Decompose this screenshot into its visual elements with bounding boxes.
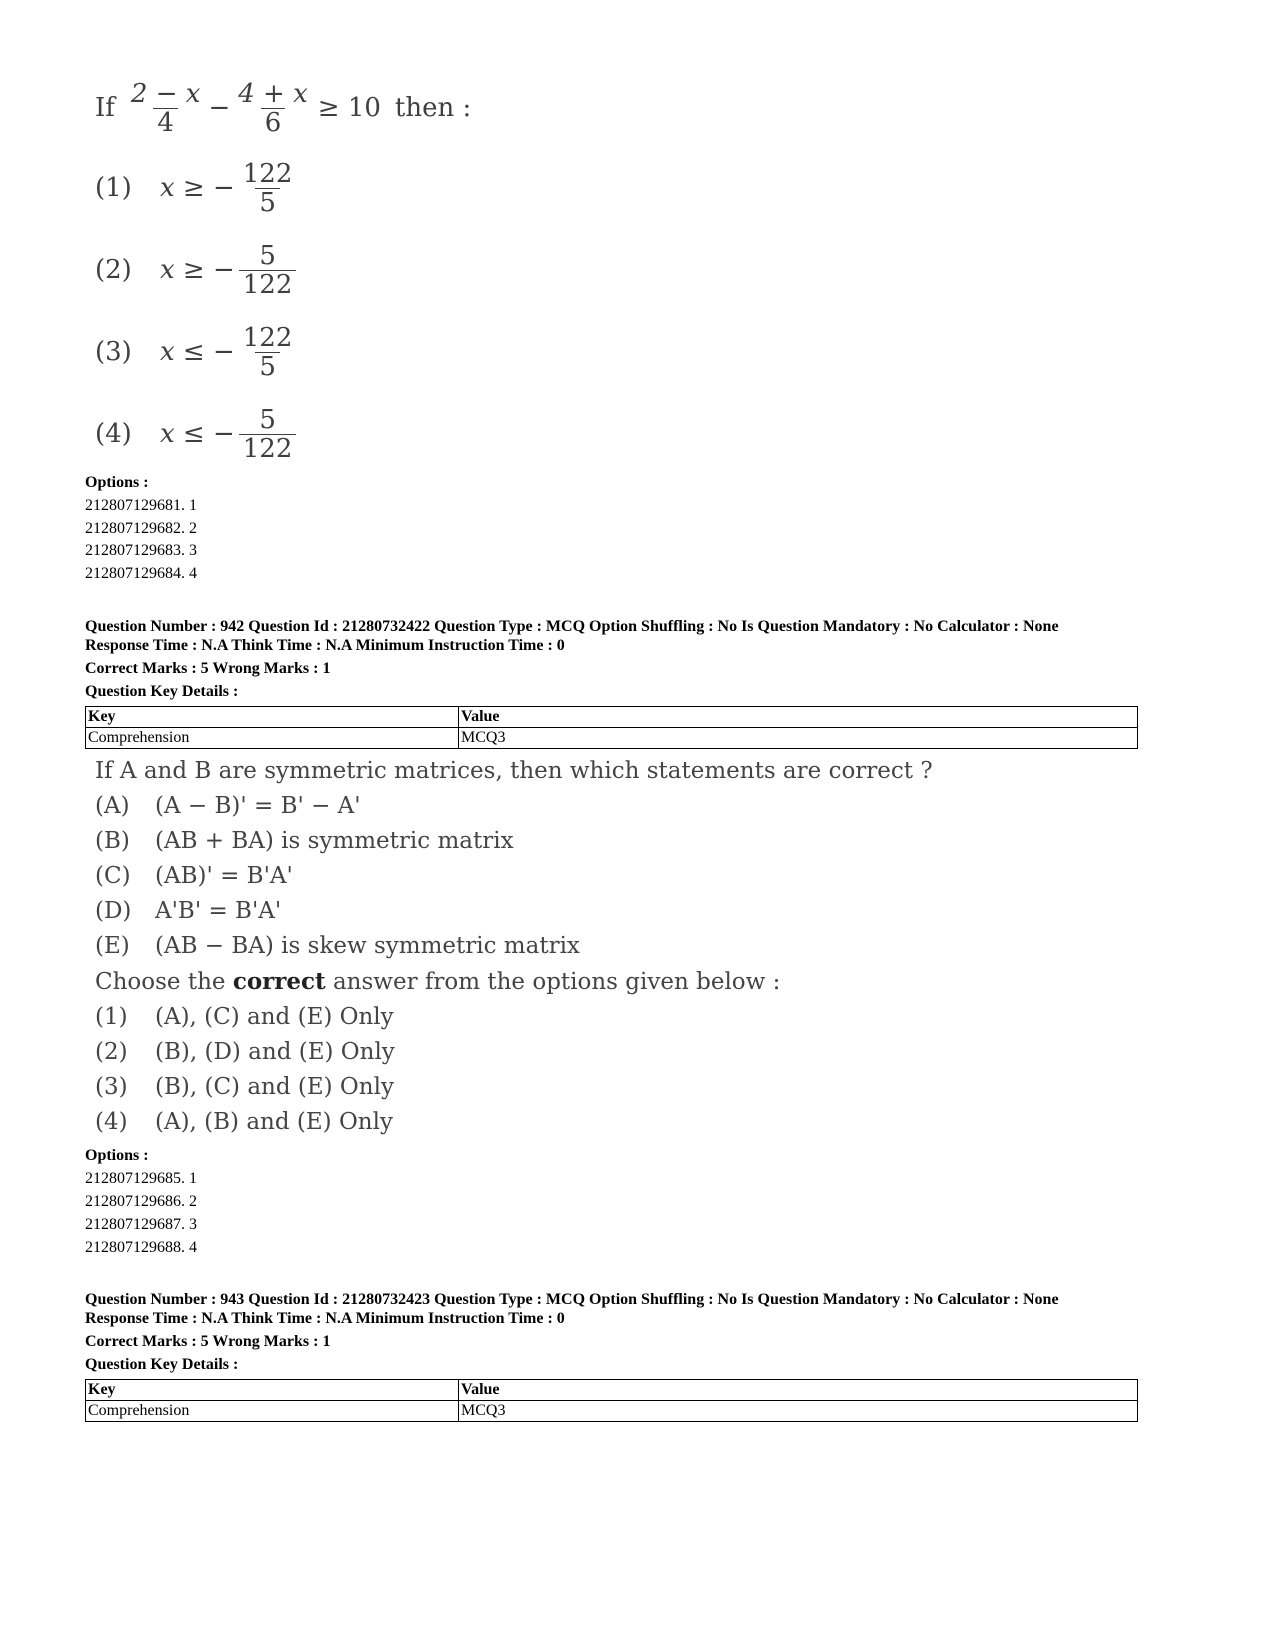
choice-frac-den: 122 [239, 434, 297, 463]
choice-number: (1) [95, 173, 132, 203]
fraction-2-denominator: 6 [261, 108, 286, 137]
options-label: Options : [85, 1147, 149, 1164]
table-header-row [86, 1380, 1138, 1401]
table-row [86, 1401, 1138, 1422]
table-header-value: Value [459, 707, 1138, 728]
fraction-1-denominator: 4 [153, 108, 178, 137]
option-id: 212807129683. 3 [85, 542, 197, 559]
choice-fraction [239, 324, 297, 381]
inequality-question [95, 78, 471, 138]
statement-text: (AB − BA) is skew symmetric matrix [155, 933, 580, 959]
fraction-2-numerator: 4 + x [238, 78, 308, 109]
key-details-table [85, 706, 1138, 749]
question-meta-line: Question Number : 943 Question Id : 21280732423 Question Type : MCQ Option Shuffling : No Is Question Mandatory : No Calculator : None [85, 1291, 1059, 1308]
if-word: If [95, 93, 115, 123]
choice-frac-num: 122 [242, 322, 293, 353]
table-header-value: Value [459, 1380, 1138, 1401]
marks-line: Correct Marks : 5 Wrong Marks : 1 [85, 1333, 331, 1350]
choice-lhs: x ≤ − [160, 337, 235, 367]
answer-label: (4) [95, 1109, 128, 1135]
choice-1 [95, 148, 300, 228]
choice-fraction [239, 406, 297, 463]
question-time-line: Response Time : N.A Think Time : N.A Minimum Instruction Time : 0 [85, 637, 565, 654]
choice-expression [160, 324, 300, 381]
statement-label: (C) [95, 863, 131, 889]
table-cell-value: MCQ3 [459, 1401, 1138, 1422]
choice-lhs: x ≥ − [160, 255, 235, 285]
choice-lhs: x ≥ − [160, 173, 235, 203]
table-cell-key: Comprehension [86, 1401, 459, 1422]
statement-a [95, 793, 361, 819]
statement-text: A'B' = B'A' [155, 898, 282, 924]
choice-frac-den: 5 [255, 188, 280, 217]
option-id: 212807129688. 4 [85, 1239, 197, 1256]
choice-3 [95, 312, 300, 392]
then-word: then : [394, 93, 472, 123]
marks-line: Correct Marks : 5 Wrong Marks : 1 [85, 660, 331, 677]
statement-d [95, 898, 281, 924]
fraction-2 [234, 80, 312, 137]
choice-fraction [239, 242, 297, 299]
question-943-meta [85, 1290, 1185, 1328]
choose-pre: Choose the [95, 969, 233, 995]
answer-3 [95, 1074, 394, 1100]
table-header-key: Key [86, 707, 459, 728]
answer-text: (A), (B) and (E) Only [155, 1109, 393, 1135]
question-meta-line: Question Number : 942 Question Id : 21280732422 Question Type : MCQ Option Shuffling : No Is Question Mandatory : No Calculator : None [85, 618, 1059, 635]
table-header-key: Key [86, 1380, 459, 1401]
answer-label: (3) [95, 1074, 128, 1100]
table-cell-key: Comprehension [86, 728, 459, 749]
table-row [86, 728, 1138, 749]
choice-expression [160, 242, 300, 299]
question-942-meta [85, 617, 1185, 655]
choice-fraction [239, 160, 297, 217]
choice-number: (2) [95, 255, 132, 285]
table-cell-value: MCQ3 [459, 728, 1138, 749]
table-header-row [86, 707, 1138, 728]
choose-bold: correct [232, 968, 326, 995]
option-id: 212807129687. 3 [85, 1216, 197, 1233]
choice-frac-num: 122 [242, 158, 293, 189]
statement-label: (A) [95, 793, 130, 819]
choice-number: (3) [95, 337, 132, 367]
statement-text: (AB)' = B'A' [155, 863, 293, 889]
question-942-text: If A and B are symmetric matrices, then which statements are correct ? [95, 758, 933, 784]
statement-text: (AB + BA) is symmetric matrix [155, 828, 514, 854]
choice-frac-den: 122 [239, 270, 297, 299]
fraction-1 [127, 80, 205, 137]
key-details-table [85, 1379, 1138, 1422]
choice-frac-num: 5 [259, 240, 276, 271]
answer-text: (A), (C) and (E) Only [155, 1004, 394, 1030]
statement-label: (B) [95, 828, 130, 854]
question-time-line: Response Time : N.A Think Time : N.A Minimum Instruction Time : 0 [85, 1310, 565, 1327]
choice-number: (4) [95, 419, 132, 449]
statement-e [95, 933, 580, 959]
relation: ≥ 10 [317, 93, 381, 123]
statement-c [95, 863, 293, 889]
statement-text: (A − B)' = B' − A' [155, 793, 361, 819]
key-details-label: Question Key Details : [85, 1356, 239, 1373]
answer-text: (B), (C) and (E) Only [155, 1074, 394, 1100]
minus-sign: − [208, 93, 231, 123]
answer-4 [95, 1109, 393, 1135]
option-id: 212807129684. 4 [85, 565, 197, 582]
choice-expression [160, 406, 300, 463]
answer-text: (B), (D) and (E) Only [155, 1039, 395, 1065]
choice-frac-num: 5 [259, 404, 276, 435]
options-label: Options : [85, 474, 149, 491]
choice-4 [95, 394, 300, 474]
choice-2 [95, 230, 300, 310]
choose-instruction [95, 968, 780, 995]
answer-2 [95, 1039, 395, 1065]
option-id: 212807129685. 1 [85, 1170, 197, 1187]
choose-post: answer from the options given below : [325, 969, 781, 995]
choice-expression [160, 160, 300, 217]
choice-lhs: x ≤ − [160, 419, 235, 449]
answer-label: (2) [95, 1039, 128, 1065]
option-id: 212807129681. 1 [85, 497, 197, 514]
key-details-label: Question Key Details : [85, 683, 239, 700]
option-id: 212807129686. 2 [85, 1193, 197, 1210]
statement-label: (D) [95, 898, 132, 924]
fraction-1-numerator: 2 − x [130, 78, 201, 109]
answer-1 [95, 1004, 394, 1030]
statement-label: (E) [95, 933, 130, 959]
answer-label: (1) [95, 1004, 128, 1030]
option-id: 212807129682. 2 [85, 520, 197, 537]
choice-frac-den: 5 [255, 352, 280, 381]
statement-b [95, 828, 514, 854]
